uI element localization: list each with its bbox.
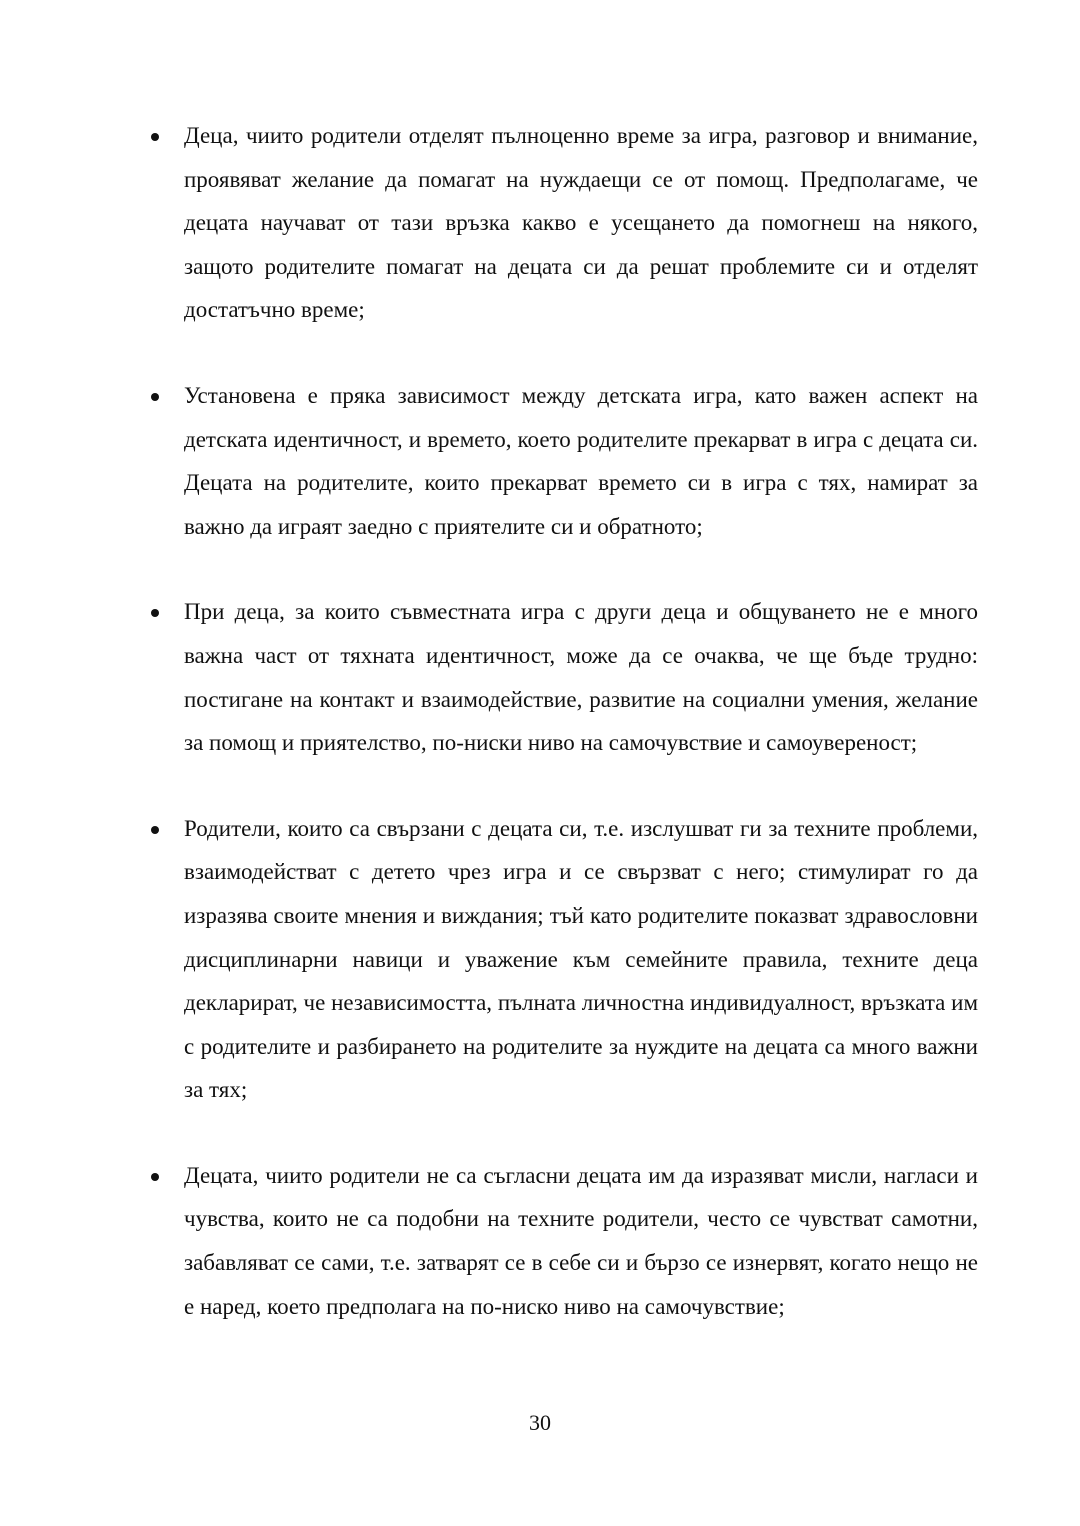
bullet-list [184,114,978,1370]
bullet-text-3: При деца, за които съвместната игра с други деца и общуването не е много важна част от тяхната идентичност, може да се очаква, че ще бъде трудно: постигане на контакт и взаимодействие, развитие на социални умения, желание за помощ и приятелство, по-ниски ниво на самочувствие и самоувереност; [184,599,978,756]
bullet-dot-icon [151,133,159,141]
bullet-dot-icon [151,609,159,617]
bullet-dot-icon [151,826,159,834]
bullet-item-4 [184,807,978,1112]
bullet-text-2: Установена е пряка зависимост между детската игра, като важен аспект на детската идентичност, и времето, което родителите прекарват в игра с децата си. Децата на родителите, които прекарват времето си в игра с тях, намират за важно да играят заедно с приятелите си и обратното; [184,382,978,539]
bullet-item-3 [184,590,978,764]
bullet-item-1 [184,114,978,332]
bullet-item-2 [184,374,978,548]
bullet-dot-icon [151,393,159,401]
page-number: 30 [529,1410,551,1435]
bullet-text-4: Родители, които са свързани с децата си, т.е. изслушват ги за техните проблеми, взаимодействат с детето чрез игра и се свързват с него; стимулират го да изразява своите мнения и виждания; тъй като родителите показват здравословни дисциплинарни навици и уважение към семейните правила, техните деца декларират, че независимостта, пълната личностна индивидуалност, връзката им с родителите и разбирането на родителите за нуждите на децата са много важни за тях; [184,815,978,1103]
bullet-text-5: Децата, чиито родители не са съгласни децата им да изразяват мисли, нагласи и чувства, които не са подобни на техните родители, често се чувстват самотни, забавляват се сами, т.е. затварят се в себе си и бързо се изнервят, когато нещо не е наред, което предполага на по-ниско ниво на самочувствие; [184,1162,978,1319]
bullet-text-1: Деца, чиито родители отделят пълноценно време за игра, разговор и внимание, проявяват желание да помагат на нуждаещи се от помощ. Предполагаме, че децата научават от тази връзка какво е усещането да помогнеш на някого, защото родителите помагат на децата си да решат проблемите си и отделят достатъчно време; [184,123,978,323]
bullet-dot-icon [151,1173,159,1181]
bullet-item-5 [184,1154,978,1328]
